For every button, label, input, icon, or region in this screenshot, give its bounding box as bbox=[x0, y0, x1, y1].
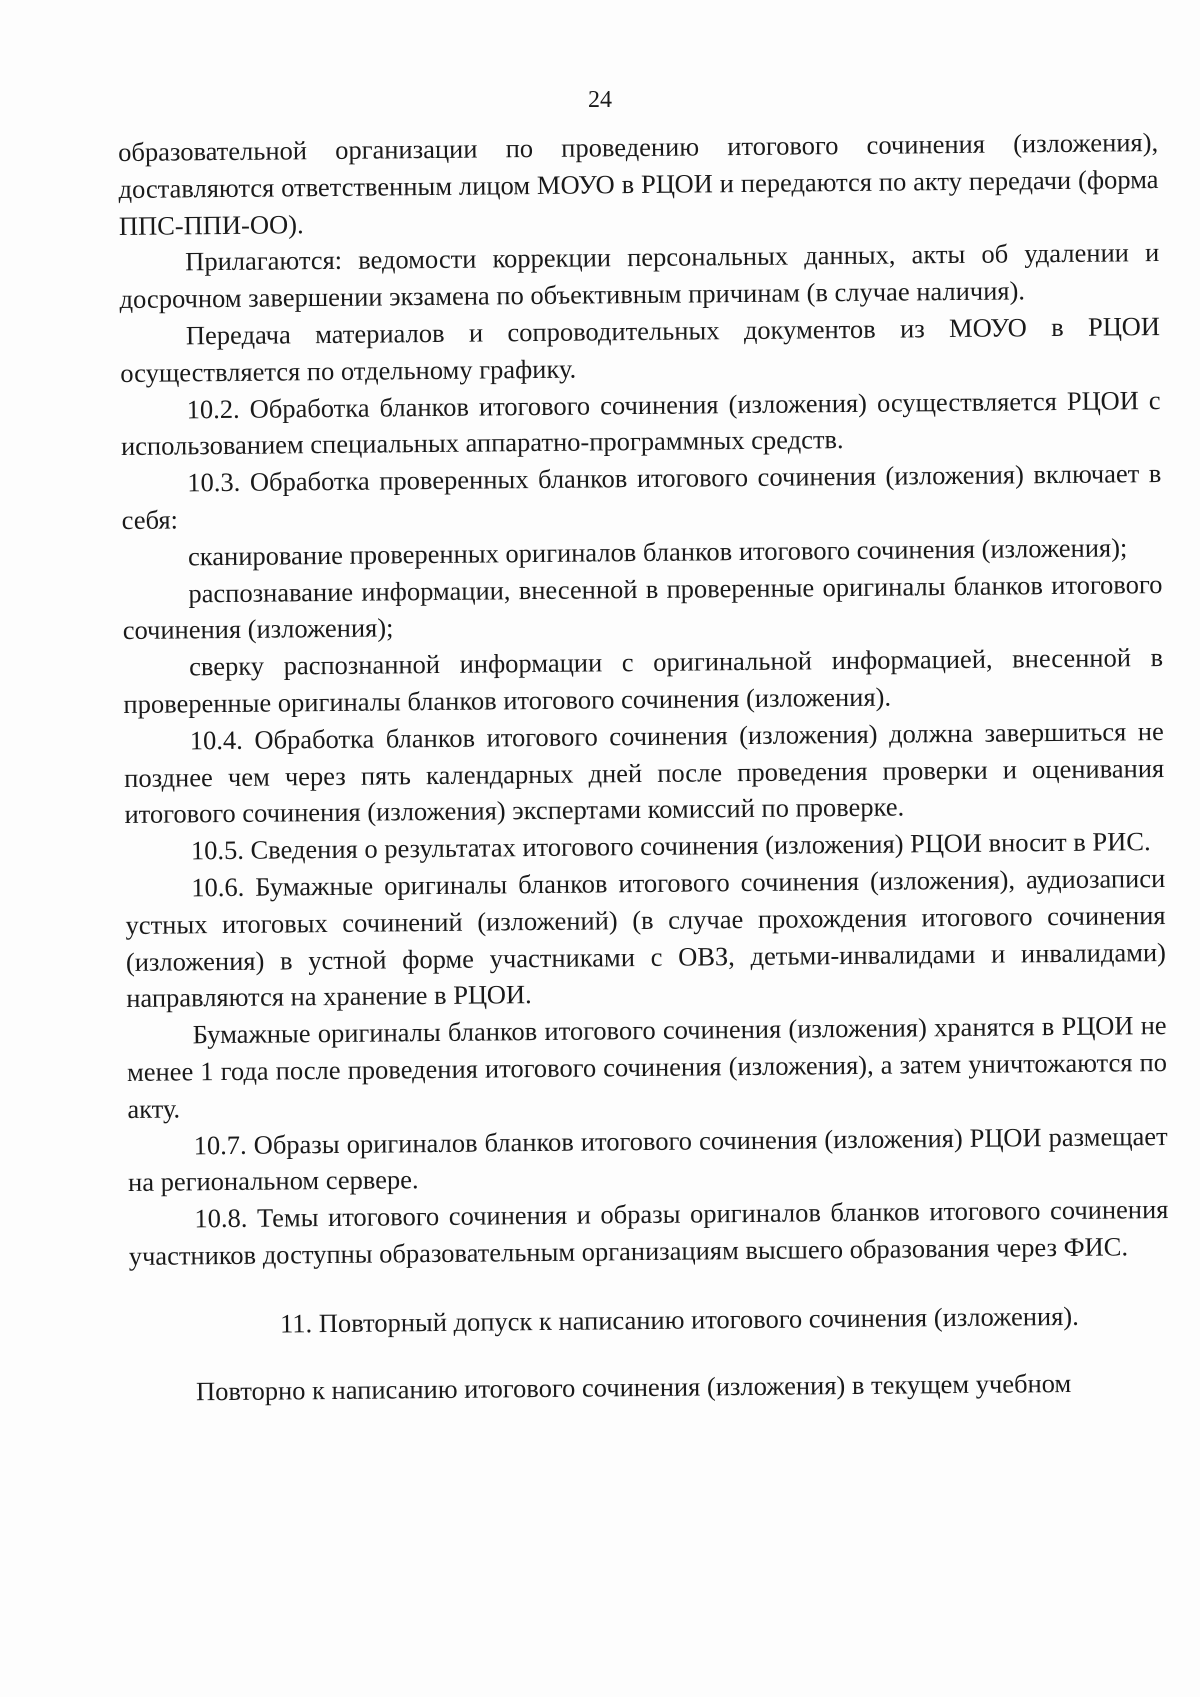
paragraph-10-8: 10.8. Темы итогового сочинения и образы оригиналов бланков итогового сочинения участников доступны образовательным организациям высшего образования через ФИС. bbox=[128, 1194, 1169, 1271]
paragraph-attachments: Прилагаются: ведомости коррекции персональных данных, акты об удалении и досрочном завершении экзамена по объективным причинам (в случае наличия). bbox=[119, 237, 1160, 315]
document-body bbox=[118, 124, 1170, 1410]
list-item-recognition: распознавание информации, внесенной в проверенные оригиналы бланков итогового сочинения (изложения); bbox=[122, 568, 1163, 646]
list-item-verification: сверку распознанной информации с оригинальной информацией, внесенной в проверенные оригиналы бланков итогового сочинения (изложения). bbox=[123, 642, 1164, 719]
paragraph-10-6: 10.6. Бумажные оригиналы бланков итогового сочинения (изложения), аудиозаписи устных итоговых сочинений (изложений) (в случае прохождения итогового сочинения (изложения) в устной форме участниками с ОВЗ, детьми-инвалидами и инвалидами) направляются на хранение в РЦОИ. bbox=[125, 862, 1167, 1014]
page-number: 24 bbox=[588, 87, 612, 113]
paragraph-storage: Бумажные оригиналы бланков итогового сочинения (изложения) хранятся в РЦОИ не менее 1 года после проведения итогового сочинения (изложения), а затем уничтожаются по акту. bbox=[126, 1010, 1168, 1124]
paragraph-10-4: 10.4. Обработка бланков итогового сочинения (изложения) должна завершиться не позднее чем через пять календарных дней после проведения проверки и оценивания итогового сочинения (изложения) экспертами комиссий по проверке. bbox=[124, 715, 1165, 830]
paragraph-10-2: 10.2. Обработка бланков итогового сочинения (изложения) осуществляется РЦОИ с использованием специальных аппаратно-программных средств. bbox=[120, 384, 1161, 462]
paragraph-10-3: 10.3. Обработка проверенных бланков итогового сочинения (изложения) включает в себя: bbox=[121, 458, 1162, 535]
paragraph-continuation: образовательной организации по проведению итогового сочинения (изложения), доставляются ответственным лицом МОУО в РЦОИ и передаются по акту передачи (форма ППС-ППИ-ОО). bbox=[118, 127, 1159, 241]
section-heading: 11. Повторный допуск к написанию итогового сочинения (изложения). bbox=[279, 1300, 1079, 1339]
paragraph-10-5: 10.5. Сведения о результатах итогового сочинения (изложения) РЦОИ вносит в РИС. bbox=[190, 826, 1151, 866]
list-item-scanning: сканирование проверенных оригиналов бланков итогового сочинения (изложения); bbox=[187, 532, 1128, 572]
paragraph-10-7: 10.7. Образы оригиналов бланков итогового сочинения (изложения) РЦОИ размещает на региональном сервере. bbox=[127, 1120, 1168, 1198]
paragraph-readmission: Повторно к написанию итогового сочинения (изложения) в текущем учебном bbox=[195, 1367, 1072, 1406]
paragraph-transfer-schedule: Передача материалов и сопроводительных документов из МОУО в РЦОИ осуществляется по отдельному графику. bbox=[120, 310, 1161, 388]
